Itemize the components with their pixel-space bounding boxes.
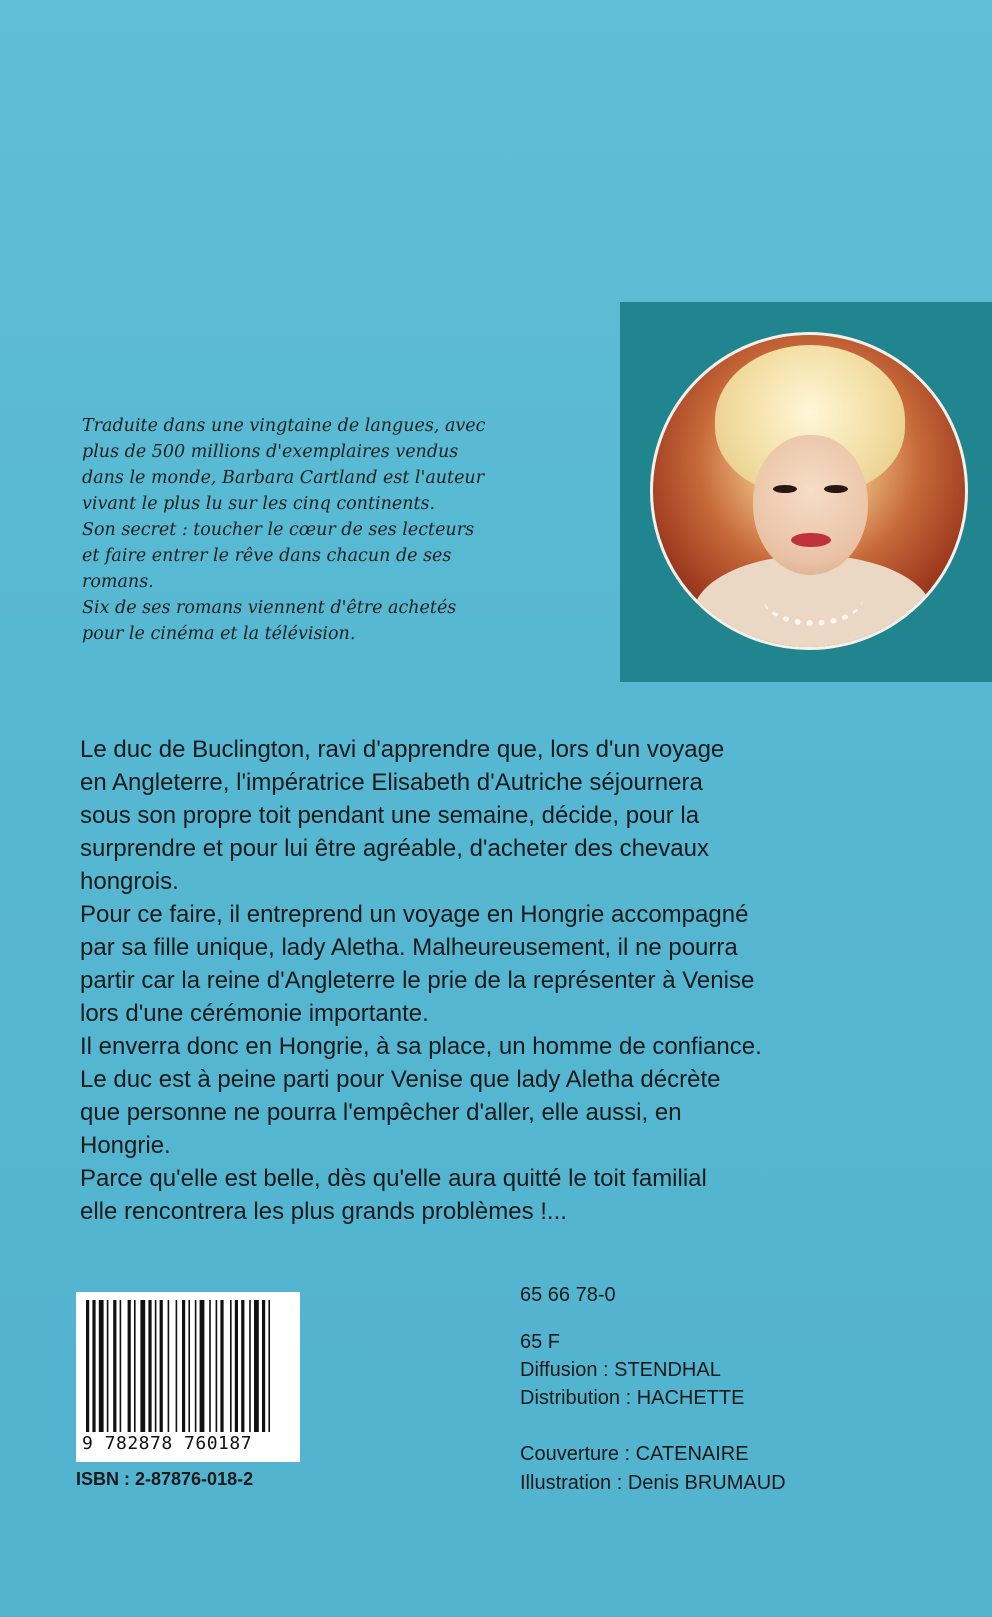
synopsis-line: par sa fille unique, lady Aletha. Malheureusement, il ne pourra: [80, 934, 738, 961]
barcode-bar: [86, 1300, 89, 1432]
synopsis-line: elle rencontrera les plus grands problèmes !...: [80, 1198, 567, 1225]
barcode-bar: [235, 1300, 238, 1432]
author-blurb-line: Traduite dans une vingtaine de langues, avec: [82, 416, 486, 436]
barcode-bar: [195, 1300, 197, 1432]
price: 65 F: [520, 1331, 561, 1353]
portrait-right-eye: [824, 485, 848, 493]
barcode-digits: 9 782878 760187: [82, 1433, 253, 1454]
barcode-bar: [176, 1300, 178, 1432]
synopsis-line: surprendre et pour lui être agréable, d'acheter des chevaux: [80, 835, 709, 862]
author-blurb-line: Son secret : toucher le cœur de ses lecteurs: [82, 520, 475, 540]
synopsis-line: en Angleterre, l'impératrice Elisabeth d'Autriche séjournera: [80, 769, 703, 796]
synopsis-line: Le duc de Buclington, ravi d'apprendre que, lors d'un voyage: [80, 736, 725, 763]
barcode-bar: [262, 1300, 265, 1432]
synopsis-line: que personne ne pourra l'empêcher d'aller, elle aussi, en: [80, 1099, 682, 1126]
barcode-bar: [216, 1300, 218, 1432]
barcode-bar: [140, 1300, 145, 1432]
barcode-bar: [168, 1300, 170, 1432]
synopsis-line: partir car la reine d'Angleterre le prie de la représenter à Venise: [80, 967, 755, 994]
barcode-bar: [148, 1300, 151, 1432]
barcode-bar: [268, 1300, 270, 1432]
synopsis-line: Pour ce faire, il entreprend un voyage en Hongrie accompagné: [80, 901, 749, 928]
synopsis-line: lors d'une cérémonie importante.: [80, 1000, 429, 1027]
author-blurb-line: romans.: [82, 572, 154, 592]
synopsis-line: Le duc est à peine parti pour Venise que lady Aletha décrète: [80, 1066, 721, 1093]
barcode-bar: [107, 1300, 109, 1432]
author-blurb-line: dans le monde, Barbara Cartland est l'auteur: [82, 468, 485, 488]
illustration-credit: Illustration : Denis BRUMAUD: [520, 1472, 786, 1494]
barcode-bar: [128, 1300, 131, 1432]
barcode-bar: [120, 1300, 122, 1432]
barcode-bar: [188, 1300, 190, 1432]
author-blurb-line: et faire entrer le rêve dans chacun de ses: [82, 546, 452, 566]
barcode-bar: [134, 1300, 136, 1432]
portrait-pearls: [763, 570, 863, 626]
barcode-bar: [155, 1300, 157, 1432]
author-blurb: [82, 413, 512, 647]
synopsis-line: Il enverra donc en Hongrie, à sa place, un homme de confiance.: [80, 1033, 762, 1060]
author-blurb-line: pour le cinéma et la télévision.: [82, 624, 356, 644]
author-blurb-line: Six de ses romans viennent d'être achetés: [82, 598, 457, 618]
barcode-bar: [220, 1300, 223, 1432]
barcode-bar: [241, 1300, 244, 1432]
synopsis-line: sous son propre toit pendant une semaine, décide, pour la: [80, 802, 700, 829]
diffusion: Diffusion : STENDHAL: [520, 1359, 721, 1381]
barcode-bar: [249, 1300, 251, 1432]
barcode-bar: [209, 1300, 211, 1432]
barcode: [76, 1292, 300, 1462]
synopsis: [80, 733, 870, 1228]
barcode-bar: [92, 1300, 95, 1432]
author-portrait: [650, 332, 968, 650]
portrait-lips: [791, 533, 831, 547]
barcode-bar: [99, 1300, 104, 1432]
isbn: ISBN : 2-87876-018-2: [76, 1469, 254, 1489]
barcode-bars: [82, 1300, 294, 1432]
author-blurb-line: plus de 500 millions d'exemplaires vendus: [82, 442, 459, 462]
product-code: 65 66 78-0: [520, 1284, 616, 1306]
barcode-bar: [200, 1300, 205, 1432]
cover-credit: Couverture : CATENAIRE: [520, 1443, 749, 1465]
distribution: Distribution : HACHETTE: [520, 1387, 745, 1409]
barcode-bar: [230, 1300, 232, 1432]
barcode-bar: [182, 1300, 185, 1432]
barcode-bar: [113, 1300, 116, 1432]
synopsis-line: Hongrie.: [80, 1132, 171, 1159]
synopsis-line: Parce qu'elle est belle, dès qu'elle aura quitté le toit familial: [80, 1165, 707, 1192]
portrait-face: [753, 435, 868, 575]
synopsis-line: hongrois.: [80, 868, 179, 895]
barcode-bar: [160, 1300, 163, 1432]
barcode-bar: [254, 1300, 259, 1432]
author-blurb-line: vivant le plus lu sur les cinq continents.: [82, 494, 436, 514]
portrait-left-eye: [773, 485, 797, 493]
